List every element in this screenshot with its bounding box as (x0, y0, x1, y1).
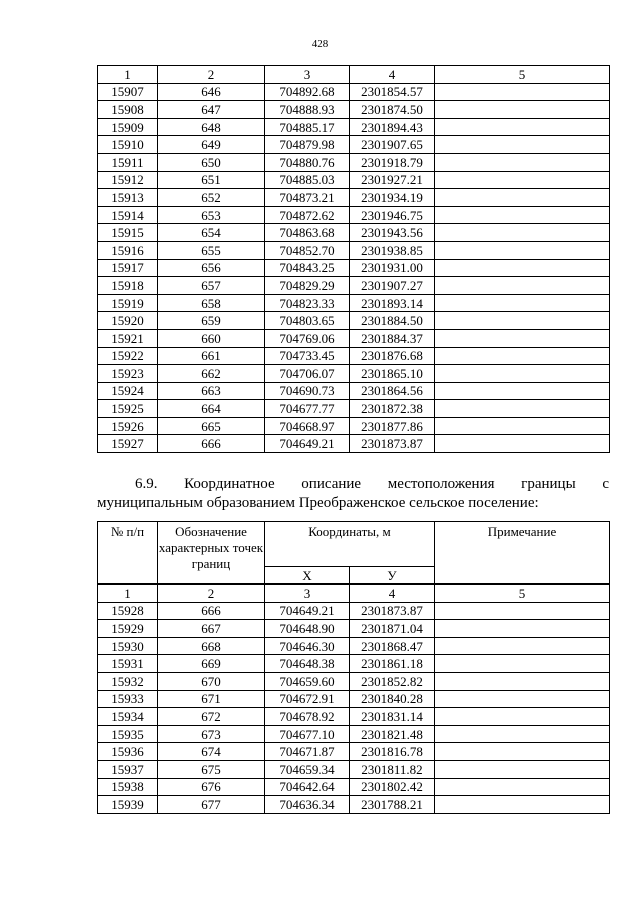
table-cell: 704733.45 (265, 347, 350, 365)
table-row (98, 760, 610, 778)
table-cell: 15936 (98, 743, 158, 761)
table-cell: 704646.30 (265, 637, 350, 655)
table-cell: 15907 (98, 83, 158, 101)
column-number: 3 (265, 66, 350, 84)
table-cell: 704843.25 (265, 259, 350, 277)
table-cell: 2301907.65 (350, 136, 435, 154)
column-number: 3 (265, 584, 350, 602)
table-cell: 651 (158, 171, 265, 189)
table-cell (435, 602, 610, 620)
paragraph-word: с (602, 476, 609, 492)
table-cell: 2301938.85 (350, 241, 435, 259)
table-cell: 15919 (98, 294, 158, 312)
table-row (98, 83, 610, 101)
table-cell: 704823.33 (265, 294, 350, 312)
table-cell: 664 (158, 400, 265, 418)
table-cell: 657 (158, 277, 265, 295)
paragraph-word: описание (301, 476, 362, 492)
header-num: № п/п (98, 522, 158, 585)
table-cell: 15929 (98, 620, 158, 638)
column-number: 1 (98, 66, 158, 84)
table-cell: 704649.21 (265, 602, 350, 620)
table-cell: 704677.77 (265, 400, 350, 418)
header-designation: Обозначение характерных точек границ (158, 522, 265, 585)
table-cell: 646 (158, 83, 265, 101)
table-cell: 2301816.78 (350, 743, 435, 761)
table-cell: 15917 (98, 259, 158, 277)
table-cell: 704829.29 (265, 277, 350, 295)
table-cell: 654 (158, 224, 265, 242)
table-cell: 704642.64 (265, 778, 350, 796)
table-cell: 2301876.68 (350, 347, 435, 365)
table-cell: 15918 (98, 277, 158, 295)
table-cell: 15916 (98, 241, 158, 259)
table-row (98, 655, 610, 673)
table-cell: 15915 (98, 224, 158, 242)
table-cell: 15928 (98, 602, 158, 620)
table1-body (98, 83, 610, 452)
table-cell (435, 690, 610, 708)
table-cell: 2301865.10 (350, 365, 435, 383)
table-cell: 2301874.50 (350, 101, 435, 119)
table-cell (435, 743, 610, 761)
table-cell: 2301854.57 (350, 83, 435, 101)
table-cell: 15923 (98, 365, 158, 383)
table-cell: 704672.91 (265, 690, 350, 708)
table-row (98, 690, 610, 708)
table-cell: 674 (158, 743, 265, 761)
table-cell (435, 259, 610, 277)
column-number-row (98, 584, 610, 602)
table-cell: 15914 (98, 206, 158, 224)
table-cell (435, 620, 610, 638)
table-cell (435, 241, 610, 259)
table2-body (98, 602, 610, 813)
table-row (98, 206, 610, 224)
table-cell: 15926 (98, 417, 158, 435)
table-cell (435, 171, 610, 189)
table-cell (435, 294, 610, 312)
table-cell: 670 (158, 672, 265, 690)
column-number: 2 (158, 66, 265, 84)
table-row (98, 400, 610, 418)
table-cell (435, 655, 610, 673)
table-cell: 704885.03 (265, 171, 350, 189)
table-row (98, 637, 610, 655)
table-row (98, 743, 610, 761)
table-cell: 15938 (98, 778, 158, 796)
table-cell: 704892.68 (265, 83, 350, 101)
table-cell (435, 796, 610, 814)
table-cell: 2301931.00 (350, 259, 435, 277)
table-cell: 704863.68 (265, 224, 350, 242)
table-cell: 2301852.82 (350, 672, 435, 690)
table-cell: 656 (158, 259, 265, 277)
table-cell: 704803.65 (265, 312, 350, 330)
table-row (98, 382, 610, 400)
table-cell: 672 (158, 708, 265, 726)
table-cell: 704769.06 (265, 329, 350, 347)
table-cell (435, 347, 610, 365)
table-cell: 15931 (98, 655, 158, 673)
table-cell: 704659.60 (265, 672, 350, 690)
table-row (98, 259, 610, 277)
table-row (98, 101, 610, 119)
table-cell: 15937 (98, 760, 158, 778)
table-cell: 2301861.18 (350, 655, 435, 673)
table-cell: 15925 (98, 400, 158, 418)
column-number: 5 (435, 584, 610, 602)
table-cell: 704677.10 (265, 725, 350, 743)
table-row (98, 417, 610, 435)
table-cell: 2301927.21 (350, 171, 435, 189)
paragraph-word: местоположения (387, 476, 495, 492)
table-cell: 15912 (98, 171, 158, 189)
table-cell (435, 672, 610, 690)
table-cell: 649 (158, 136, 265, 154)
table-cell: 2301821.48 (350, 725, 435, 743)
table-cell: 675 (158, 760, 265, 778)
table-row (98, 189, 610, 207)
table-cell (435, 708, 610, 726)
table-cell: 2301802.42 (350, 778, 435, 796)
table-row (98, 136, 610, 154)
table-cell (435, 637, 610, 655)
table-cell (435, 382, 610, 400)
table-cell: 2301873.87 (350, 435, 435, 453)
table-cell: 704648.90 (265, 620, 350, 638)
table-cell: 704668.97 (265, 417, 350, 435)
paragraph-line-2: муниципальным образованием Преображенское сельское поселение: (97, 495, 539, 511)
column-number: 4 (350, 66, 435, 84)
table-cell: 704678.92 (265, 708, 350, 726)
header-coordinates: Координаты, м (265, 522, 435, 567)
table-cell: 666 (158, 602, 265, 620)
table-cell: 658 (158, 294, 265, 312)
table-row (98, 365, 610, 383)
table-cell (435, 224, 610, 242)
table-cell: 2301893.14 (350, 294, 435, 312)
table-cell: 2301831.14 (350, 708, 435, 726)
table-cell: 704852.70 (265, 241, 350, 259)
table-cell: 704879.98 (265, 136, 350, 154)
table-cell: 2301873.87 (350, 602, 435, 620)
table-row (98, 153, 610, 171)
section-paragraph (97, 475, 609, 513)
table-cell (435, 206, 610, 224)
table-cell: 15908 (98, 101, 158, 119)
table-cell: 704880.76 (265, 153, 350, 171)
table-cell: 2301811.82 (350, 760, 435, 778)
table-cell: 2301884.37 (350, 329, 435, 347)
table-cell: 653 (158, 206, 265, 224)
table-cell (435, 725, 610, 743)
column-number: 2 (158, 584, 265, 602)
table-row (98, 171, 610, 189)
table-cell: 15930 (98, 637, 158, 655)
table-cell: 704690.73 (265, 382, 350, 400)
table-cell (435, 312, 610, 330)
table-cell: 15934 (98, 708, 158, 726)
paragraph-word: Координатное (184, 476, 275, 492)
table-cell (435, 435, 610, 453)
table-cell: 661 (158, 347, 265, 365)
table-row (98, 708, 610, 726)
table-cell: 663 (158, 382, 265, 400)
table-cell: 2301907.27 (350, 277, 435, 295)
table-cell (435, 136, 610, 154)
column-number: 1 (98, 584, 158, 602)
table-cell: 2301868.47 (350, 637, 435, 655)
table-row (98, 796, 610, 814)
table-cell: 671 (158, 690, 265, 708)
table-cell: 2301864.56 (350, 382, 435, 400)
paragraph-line-1 (97, 475, 609, 494)
table-cell: 2301840.28 (350, 690, 435, 708)
table-row (98, 224, 610, 242)
column-number: 4 (350, 584, 435, 602)
table-cell: 668 (158, 637, 265, 655)
table-cell: 15922 (98, 347, 158, 365)
table-cell: 2301788.21 (350, 796, 435, 814)
table-cell: 667 (158, 620, 265, 638)
table-cell: 665 (158, 417, 265, 435)
table-cell: 15921 (98, 329, 158, 347)
table-cell (435, 153, 610, 171)
table-row (98, 294, 610, 312)
table-cell: 704649.21 (265, 435, 350, 453)
table-row (98, 435, 610, 453)
table-row (98, 620, 610, 638)
table-cell: 704873.21 (265, 189, 350, 207)
table-cell (435, 101, 610, 119)
table-cell: 677 (158, 796, 265, 814)
table-cell: 15939 (98, 796, 158, 814)
table-cell: 648 (158, 118, 265, 136)
table-cell: 15909 (98, 118, 158, 136)
table-row (98, 241, 610, 259)
table-cell (435, 778, 610, 796)
table-cell: 2301894.43 (350, 118, 435, 136)
table-cell: 2301871.04 (350, 620, 435, 638)
table-row (98, 118, 610, 136)
table-cell: 704659.34 (265, 760, 350, 778)
table-cell: 2301872.38 (350, 400, 435, 418)
table-row (98, 347, 610, 365)
table-cell (435, 760, 610, 778)
table-cell: 662 (158, 365, 265, 383)
table-cell: 676 (158, 778, 265, 796)
table-cell: 650 (158, 153, 265, 171)
table-cell: 669 (158, 655, 265, 673)
paragraph-word: 6.9. (135, 476, 158, 492)
paragraph-word: границы (521, 476, 576, 492)
column-number: 5 (435, 66, 610, 84)
table-cell: 704888.93 (265, 101, 350, 119)
table-cell: 2301918.79 (350, 153, 435, 171)
table-cell: 655 (158, 241, 265, 259)
table-cell: 660 (158, 329, 265, 347)
table-cell: 2301946.75 (350, 206, 435, 224)
table-cell: 666 (158, 435, 265, 453)
table-cell (435, 329, 610, 347)
table-cell: 2301943.56 (350, 224, 435, 242)
coordinates-table-continued (97, 65, 610, 453)
table-cell: 673 (158, 725, 265, 743)
table-row (98, 329, 610, 347)
table-row (98, 778, 610, 796)
table-cell: 659 (158, 312, 265, 330)
table-cell: 2301884.50 (350, 312, 435, 330)
table-cell: 704706.07 (265, 365, 350, 383)
header-y: У (350, 567, 435, 585)
table-cell: 15932 (98, 672, 158, 690)
table-cell: 652 (158, 189, 265, 207)
table-cell: 704671.87 (265, 743, 350, 761)
table-cell: 15933 (98, 690, 158, 708)
coordinates-table (97, 521, 610, 814)
table-row (98, 312, 610, 330)
page-number: 428 (311, 38, 329, 50)
table-cell: 15927 (98, 435, 158, 453)
table-cell: 15924 (98, 382, 158, 400)
table-cell: 2301877.86 (350, 417, 435, 435)
table-cell: 15910 (98, 136, 158, 154)
table-row (98, 725, 610, 743)
table-cell (435, 118, 610, 136)
table-cell (435, 83, 610, 101)
table-cell: 15935 (98, 725, 158, 743)
table-cell: 15920 (98, 312, 158, 330)
table-cell: 704636.34 (265, 796, 350, 814)
table-cell (435, 365, 610, 383)
table-cell (435, 189, 610, 207)
table-cell (435, 277, 610, 295)
table-cell: 704872.62 (265, 206, 350, 224)
table-cell: 2301934.19 (350, 189, 435, 207)
table-row (98, 277, 610, 295)
table-cell (435, 417, 610, 435)
table-row (98, 672, 610, 690)
column-number-row (98, 66, 610, 84)
table-cell: 704648.38 (265, 655, 350, 673)
table-cell: 15913 (98, 189, 158, 207)
table-row (98, 602, 610, 620)
table-cell (435, 400, 610, 418)
table-cell: 15911 (98, 153, 158, 171)
header-x: X (265, 567, 350, 585)
table-cell: 704885.17 (265, 118, 350, 136)
table-cell: 647 (158, 101, 265, 119)
header-note: Примечание (435, 522, 610, 585)
